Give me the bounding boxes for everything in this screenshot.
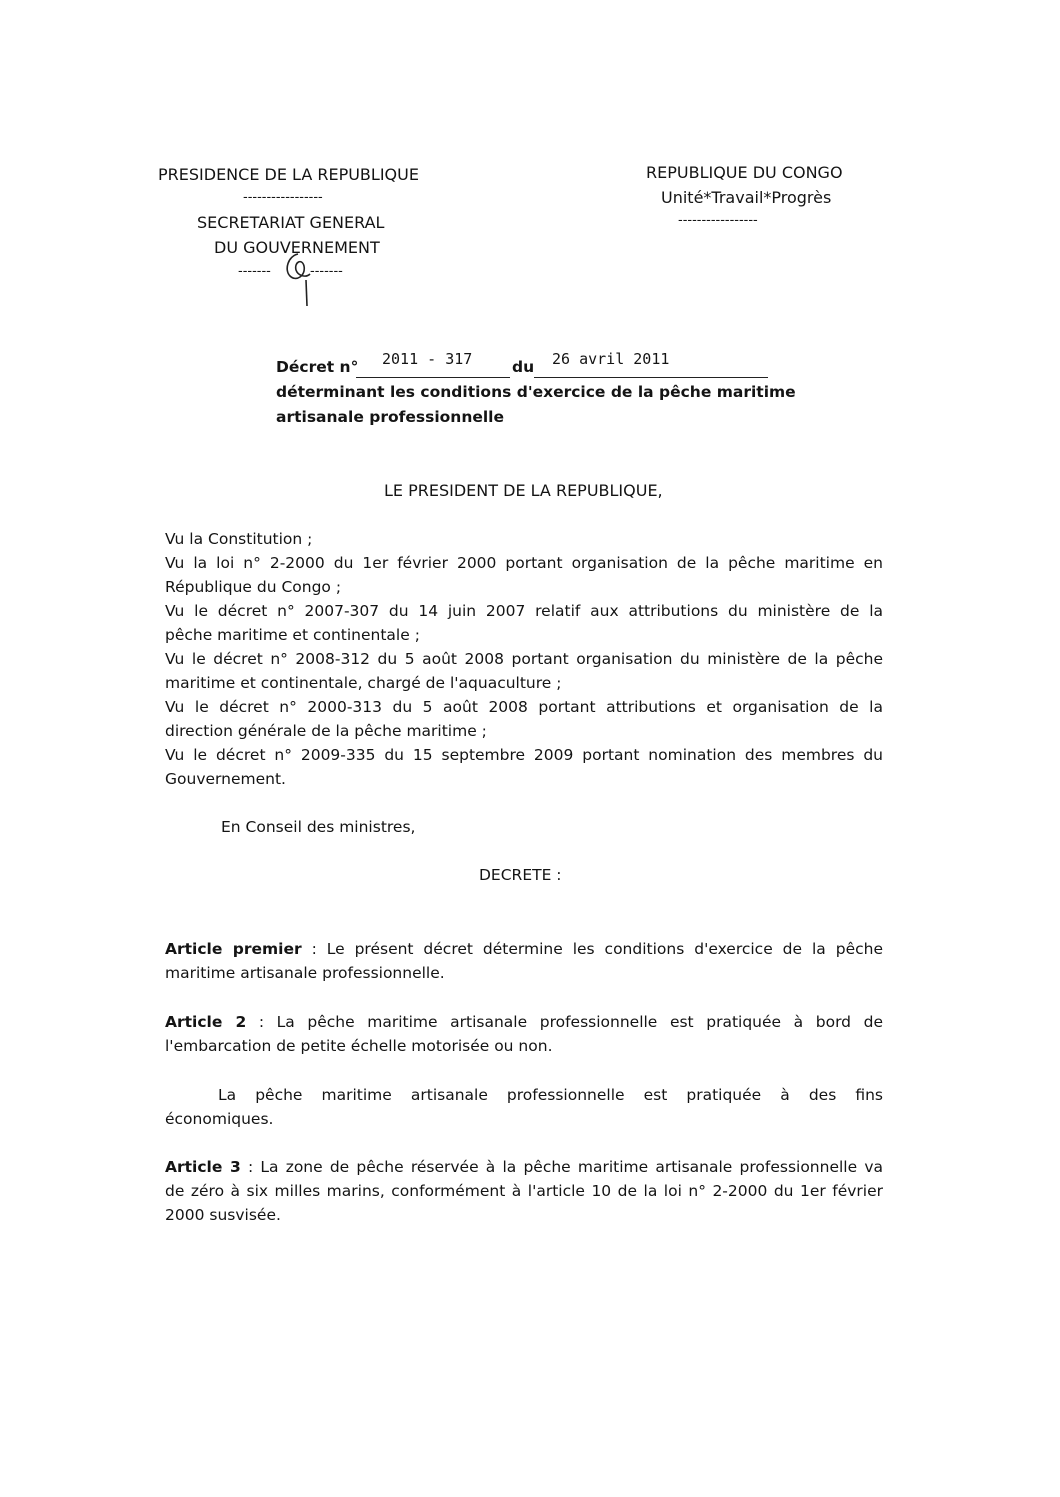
visa-decret-2000-313: Vu le décret n° 2000-313 du 5 août 2008 portant attributions et organisation de la bbox=[165, 698, 883, 716]
article-premier-label: Article premier bbox=[165, 940, 302, 958]
header-left-separator-2b: ------- bbox=[310, 264, 343, 279]
visa-loi-2-2000-cont: République du Congo ; bbox=[165, 578, 342, 596]
decree-title-line2: artisanale professionnelle bbox=[276, 408, 505, 426]
handwritten-initial-signature bbox=[276, 246, 326, 310]
article-2-text-2: l'embarcation de petite échelle motorisée ou non. bbox=[165, 1037, 553, 1055]
visa-decret-2007-307: Vu le décret n° 2007-307 du 14 juin 2007 relatif aux attributions du ministère de la bbox=[165, 602, 883, 620]
visa-decret-2009-335: Vu le décret n° 2009-335 du 15 septembre 2009 portant nomination des membres du bbox=[165, 746, 883, 764]
visas-block bbox=[165, 527, 883, 791]
header-presidence: PRESIDENCE DE LA REPUBLIQUE bbox=[158, 165, 419, 184]
header-left-separator: ----------------- bbox=[243, 190, 323, 205]
president-heading: LE PRESIDENT DE LA REPUBLIQUE, bbox=[384, 481, 663, 500]
decree-number: 2011 - 317 bbox=[382, 350, 473, 368]
conseil-des-ministres: En Conseil des ministres, bbox=[221, 818, 416, 836]
article-3-text-3: 2000 susvisée. bbox=[165, 1206, 281, 1224]
article-premier-text-1: : Le présent décret détermine les conditions d'exercice de la pêche bbox=[301, 940, 883, 958]
decree-label: Décret n° bbox=[276, 358, 359, 376]
article-2 bbox=[165, 1010, 883, 1058]
decree-date: 26 avril 2011 bbox=[552, 350, 670, 368]
decree-title-line1: déterminant les conditions d'exercice de la pêche maritime bbox=[276, 383, 796, 401]
article-2-paragraph-2 bbox=[165, 1083, 883, 1131]
header-gouvernement: DU GOUVERNEMENT bbox=[214, 238, 380, 257]
visa-decret-2007-307-cont: pêche maritime et continentale ; bbox=[165, 626, 420, 644]
article-2b-text-2: économiques. bbox=[165, 1110, 274, 1128]
visa-decret-2000-313-cont: direction générale de la pêche maritime ; bbox=[165, 722, 487, 740]
article-3-text-2: de zéro à six milles marins, conformément à l'article 10 de la loi n° 2-2000 du 1er février bbox=[165, 1182, 883, 1200]
article-2-text-1: : La pêche maritime artisanale professionnelle est pratiquée à bord de bbox=[246, 1013, 883, 1031]
decrete-heading: DECRETE : bbox=[479, 866, 562, 884]
article-2b-text-1: La pêche maritime artisanale professionnelle est pratiquée à des fins bbox=[218, 1086, 883, 1104]
visa-loi-2-2000: Vu la loi n° 2-2000 du 1er février 2000 portant organisation de la pêche maritime en bbox=[165, 554, 883, 572]
header-devise: Unité*Travail*Progrès bbox=[661, 188, 832, 207]
visa-decret-2008-312: Vu le décret n° 2008-312 du 5 août 2008 portant organisation du ministère de la pêche bbox=[165, 650, 883, 668]
header-left-separator-2a: ------- bbox=[238, 264, 271, 279]
article-3-text-1: : La zone de pêche réservée à la pêche maritime artisanale professionnelle va bbox=[240, 1158, 883, 1176]
article-3 bbox=[165, 1155, 883, 1227]
article-3-label: Article 3 bbox=[165, 1158, 241, 1176]
header-secretariat: SECRETARIAT GENERAL bbox=[197, 213, 385, 232]
article-premier bbox=[165, 937, 883, 985]
decree-date-underline bbox=[534, 377, 768, 378]
visa-decret-2009-335-cont: Gouvernement. bbox=[165, 770, 286, 788]
visa-decret-2008-312-cont: maritime et continentale, chargé de l'aquaculture ; bbox=[165, 674, 562, 692]
header-right-separator: ----------------- bbox=[678, 213, 758, 228]
header-republique: REPUBLIQUE DU CONGO bbox=[646, 163, 843, 182]
decree-number-underline bbox=[356, 377, 510, 378]
article-premier-text-2: maritime artisanale professionnelle. bbox=[165, 964, 445, 982]
visa-constitution: Vu la Constitution ; bbox=[165, 530, 313, 548]
article-2-label: Article 2 bbox=[165, 1013, 247, 1031]
decree-du: du bbox=[512, 358, 535, 376]
